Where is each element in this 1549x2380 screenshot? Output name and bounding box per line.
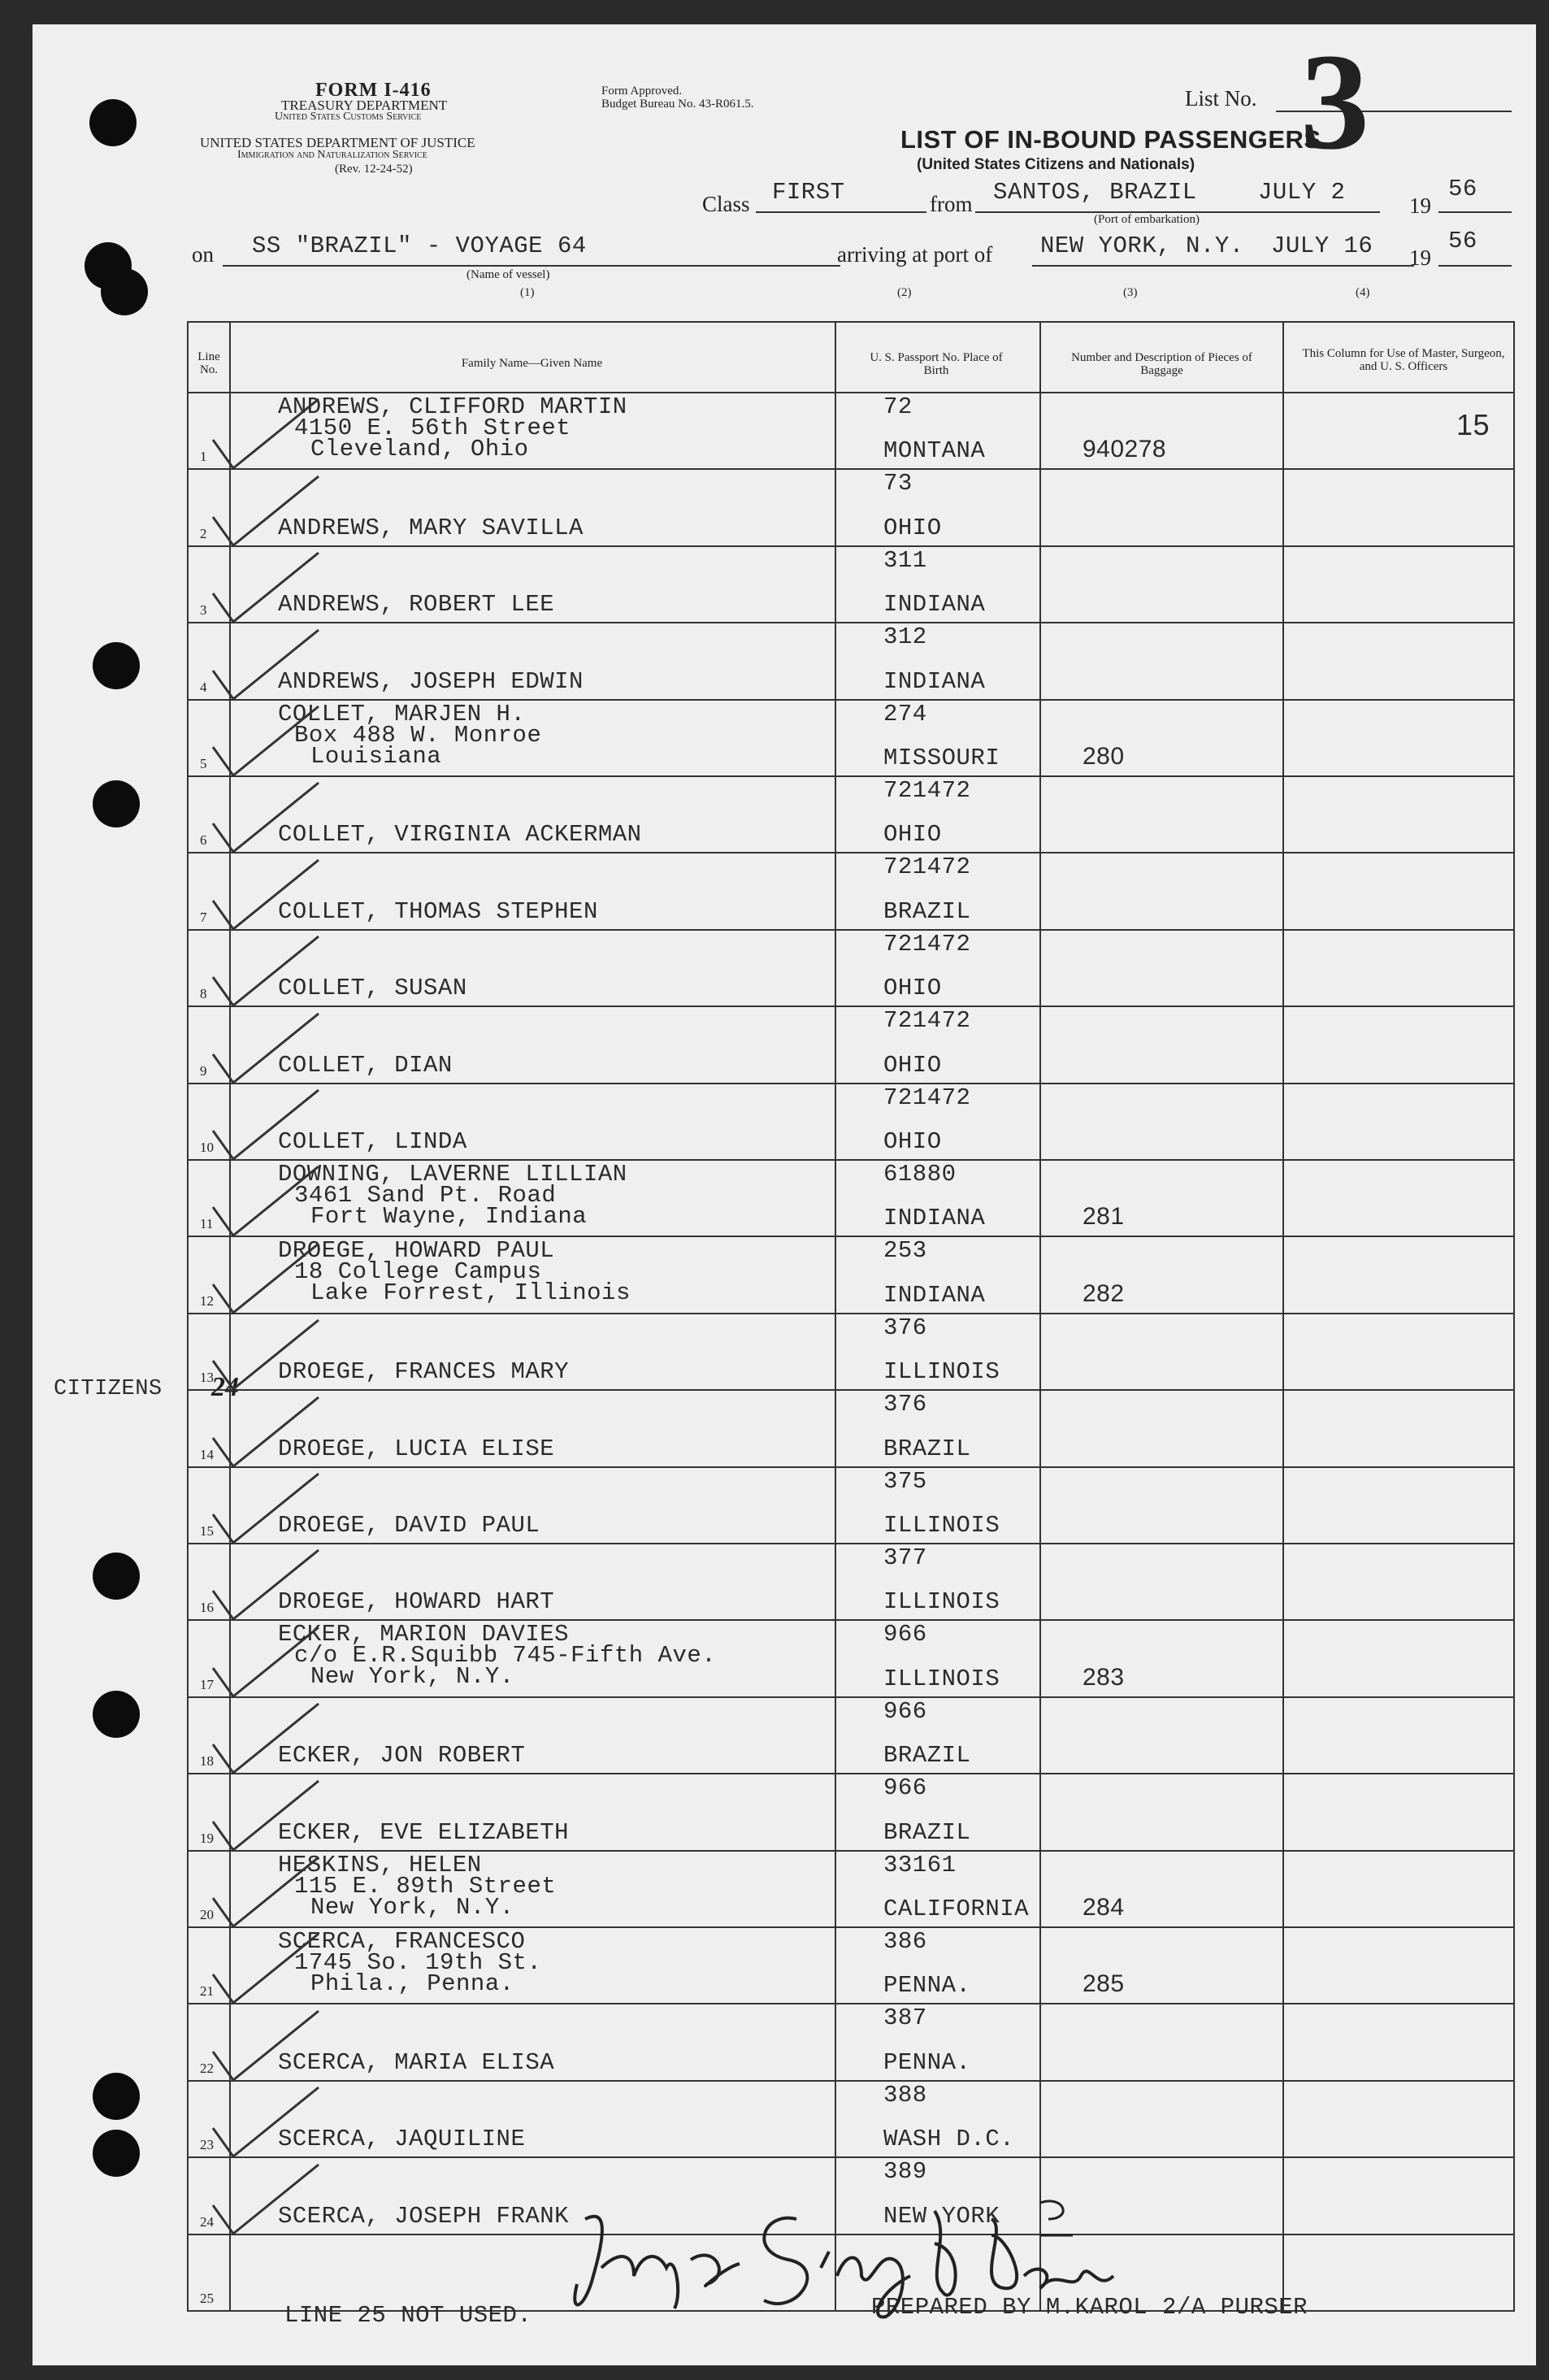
table-row <box>189 1773 1513 1849</box>
passenger-address-2: Fort Wayne, Indiana <box>310 1203 588 1230</box>
passenger-name: DROEGE, HOWARD PAUL <box>278 1237 555 1265</box>
from-label: from <box>930 192 973 216</box>
passenger-name: COLLET, DIAN <box>278 1051 453 1079</box>
citizens-label: CITIZENS <box>54 1377 163 1401</box>
manifest-page <box>33 24 1536 2365</box>
passport-number: 966 <box>883 1697 927 1725</box>
passport-number: 377 <box>883 1544 927 1571</box>
line-number: 23 <box>200 2137 214 2153</box>
passenger-name: COLLET, MARJEN H. <box>278 700 526 727</box>
inspector-signature <box>553 2187 1122 2325</box>
passenger-name: SCERCA, JOSEPH FRANK <box>278 2202 570 2230</box>
header-passport: U. S. Passport No. Place of Birth <box>870 351 1003 377</box>
line-number: 16 <box>200 1600 214 1616</box>
passenger-name: DROEGE, FRANCES MARY <box>278 1358 570 1386</box>
column-4-number: (4) <box>1356 286 1370 299</box>
place-of-birth: ILLINOIS <box>883 1511 1000 1539</box>
passport-number: 721472 <box>883 1084 971 1111</box>
binder-hole <box>93 2130 140 2177</box>
binder-hole <box>101 268 148 315</box>
passenger-address-2: Phila., Penna. <box>310 1970 514 1997</box>
passenger-address-1: 1745 So. 19th St. <box>294 1949 542 1976</box>
line-number: 25 <box>200 2290 214 2306</box>
passport-number: 389 <box>883 2158 927 2186</box>
officer-note: 15 <box>1456 408 1490 441</box>
line-number: 22 <box>200 2060 214 2076</box>
header-line-no: Line No. <box>197 350 220 376</box>
passenger-name: ANDREWS, MARY SAVILLA <box>278 514 584 541</box>
place-of-birth: BRAZIL <box>883 1435 971 1462</box>
line-number: 5 <box>200 755 207 771</box>
table-row <box>189 1926 1513 2003</box>
port-of-embarkation: SANTOS, BRAZIL <box>993 179 1197 206</box>
table-row <box>189 622 1513 698</box>
passenger-name: COLLET, THOMAS STEPHEN <box>278 897 598 925</box>
binder-hole <box>93 2073 140 2120</box>
passenger-address-1: Box 488 W. Monroe <box>294 721 542 749</box>
passenger-address-1: 3461 Sand Pt. Road <box>294 1182 557 1209</box>
place-of-birth: NEW YORK <box>883 2202 1000 2230</box>
table-row <box>189 1619 1513 1696</box>
arrival-year: 56 <box>1448 228 1477 254</box>
list-no-label: List No. <box>1185 86 1257 111</box>
place-of-birth: OHIO <box>883 821 942 849</box>
passenger-name: COLLET, SUSAN <box>278 975 467 1002</box>
budget-bureau: Budget Bureau No. 43-R061.5. <box>601 98 754 111</box>
passenger-table <box>187 321 1515 2312</box>
baggage-number: 282 <box>1083 1279 1125 1307</box>
line-number: 18 <box>200 1753 214 1770</box>
place-of-birth: OHIO <box>883 975 942 1002</box>
table-row <box>189 1466 1513 1543</box>
year-prefix-2: 19 <box>1409 245 1431 270</box>
passport-number: 376 <box>883 1391 927 1418</box>
passenger-name: SCERCA, FRANCESCO <box>278 1928 526 1955</box>
place-of-birth: CALIFORNIA <box>883 1895 1030 1922</box>
table-row <box>189 1083 1513 1159</box>
place-of-birth: BRAZIL <box>883 1818 971 1846</box>
passenger-address-2: Lake Forrest, Illinois <box>310 1279 631 1307</box>
passenger-name: ANDREWS, CLIFFORD MARTIN <box>278 393 627 420</box>
passenger-name: ECKER, EVE ELIZABETH <box>278 1818 570 1846</box>
passenger-name: COLLET, LINDA <box>278 1127 467 1155</box>
line-number: 19 <box>200 1830 214 1846</box>
passport-number: 375 <box>883 1467 927 1495</box>
table-row <box>189 2080 1513 2156</box>
passport-number: 387 <box>883 2004 927 2032</box>
port-caption: (Port of embarkation) <box>1094 213 1200 226</box>
list-subtitle: (United States Citizens and Nationals) <box>917 156 1195 173</box>
line-number: 17 <box>200 1676 214 1692</box>
header-officers: This Column for Use of Master, Surgeon, and U. S. Officers <box>1302 347 1505 373</box>
form-number: FORM I-416 <box>315 80 432 101</box>
table-row <box>189 392 1513 468</box>
vessel-caption: (Name of vessel) <box>466 268 550 281</box>
customs-service: United States Customs Service <box>275 111 422 123</box>
line-number: 14 <box>200 1446 214 1462</box>
passenger-name: DROEGE, DAVID PAUL <box>278 1511 540 1539</box>
column-2-number: (2) <box>897 286 912 299</box>
place-of-birth: WASH D.C. <box>883 2126 1015 2153</box>
passenger-name: SCERCA, JAQUILINE <box>278 2126 526 2153</box>
place-of-birth: ILLINOIS <box>883 1588 1000 1616</box>
line-number: 24 <box>200 2213 214 2230</box>
binder-hole <box>89 99 137 146</box>
place-of-birth: MISSOURI <box>883 744 1000 771</box>
form-approved: Form Approved. <box>601 85 683 98</box>
citizens-count: 24 <box>211 1372 239 1402</box>
passenger-address-1: 115 E. 89th Street <box>294 1872 557 1900</box>
place-of-birth: BRAZIL <box>883 1742 971 1770</box>
binder-hole <box>93 642 140 689</box>
passenger-name: ECKER, JON ROBERT <box>278 1742 526 1770</box>
passport-number: 966 <box>883 1774 927 1802</box>
table-row <box>189 929 1513 1005</box>
line-number: 6 <box>200 832 207 849</box>
arriving-label: arriving at port of <box>837 242 993 267</box>
passenger-address-2: New York, N.Y. <box>310 1663 514 1691</box>
place-of-birth: INDIANA <box>883 591 986 619</box>
table-row <box>189 1850 1513 1926</box>
passport-number: 721472 <box>883 1007 971 1035</box>
line-number: 1 <box>200 449 207 465</box>
list-title: LIST OF IN-BOUND PASSENGERS <box>900 125 1321 154</box>
line-number: 12 <box>200 1292 214 1309</box>
year-prefix-1: 19 <box>1409 193 1431 218</box>
list-number: 3 <box>1300 25 1369 178</box>
passport-number: 376 <box>883 1314 927 1341</box>
line-25-note: LINE 25 NOT USED. <box>284 2302 532 2329</box>
table-row <box>189 852 1513 928</box>
place-of-birth: ILLINOIS <box>883 1358 1000 1386</box>
passenger-name: DROEGE, LUCIA ELISE <box>278 1435 555 1462</box>
line-number: 10 <box>200 1139 214 1155</box>
form-revision: (Rev. 12-24-52) <box>335 163 413 176</box>
baggage-number: 940278 <box>1083 436 1167 463</box>
column-3-number: (3) <box>1123 286 1138 299</box>
binder-hole <box>93 780 140 827</box>
place-of-birth: INDIANA <box>883 1205 986 1232</box>
line-number: 21 <box>200 1983 214 2000</box>
line-number: 9 <box>200 1062 207 1079</box>
table-row <box>189 468 1513 545</box>
place-of-birth: INDIANA <box>883 667 986 695</box>
passport-number: 61880 <box>883 1161 957 1188</box>
arrival-date: JULY 16 <box>1271 232 1373 259</box>
table-row <box>189 2003 1513 2079</box>
place-of-birth: PENNA. <box>883 1972 971 2000</box>
header-name: Family Name—Given Name <box>461 357 603 370</box>
class-value: FIRST <box>772 179 845 206</box>
passport-number: 721472 <box>883 777 971 804</box>
passport-number: 388 <box>883 2081 927 2109</box>
table-row <box>189 699 1513 775</box>
baggage-number: 281 <box>1083 1203 1125 1231</box>
passenger-address-2: New York, N.Y. <box>310 1893 514 1921</box>
place-of-birth: OHIO <box>883 514 942 541</box>
line-number: 3 <box>200 602 207 619</box>
line-number: 7 <box>200 909 207 925</box>
passenger-address-2: Cleveland, Ohio <box>310 436 529 463</box>
table-row <box>189 1159 1513 1236</box>
passenger-address-1: 4150 E. 56th Street <box>294 415 571 441</box>
binder-hole <box>93 1691 140 1738</box>
passport-number: 311 <box>883 546 927 574</box>
passport-number: 386 <box>883 1928 927 1955</box>
passenger-address-1: c/o E.R.Squibb 745-Fifth Ave. <box>294 1642 717 1670</box>
passenger-name: COLLET, VIRGINIA ACKERMAN <box>278 821 642 849</box>
binder-hole <box>93 1553 140 1600</box>
passenger-name: HESKINS, HELEN <box>278 1851 482 1878</box>
header-baggage: Number and Description of Pieces of Baggage <box>1071 351 1252 377</box>
place-of-birth: OHIO <box>883 1127 942 1155</box>
table-row <box>189 1389 1513 1466</box>
line-number: 8 <box>200 986 207 1002</box>
passenger-name: ANDREWS, JOSEPH EDWIN <box>278 667 584 695</box>
line-number: 11 <box>200 1216 214 1232</box>
baggage-number: 285 <box>1083 1970 1125 1998</box>
table-row <box>189 775 1513 852</box>
place-of-birth: PENNA. <box>883 2048 971 2076</box>
table-row <box>189 1005 1513 1082</box>
line-number: 2 <box>200 525 207 541</box>
class-label: Class <box>702 192 750 216</box>
passenger-address-1: 18 College Campus <box>294 1258 542 1286</box>
passenger-name: SCERCA, MARIA ELISA <box>278 2048 555 2076</box>
embarkation-date: JULY 2 <box>1258 179 1346 206</box>
line-number: 4 <box>200 679 207 695</box>
passenger-name: DROEGE, HOWARD HART <box>278 1588 555 1616</box>
passport-number: 312 <box>883 623 927 651</box>
passport-number: 72 <box>883 393 913 420</box>
passenger-name: DOWNING, LAVERNE LILLIAN <box>278 1161 627 1188</box>
baggage-number: 280 <box>1083 742 1125 770</box>
line-number: 15 <box>200 1522 214 1539</box>
place-of-birth: BRAZIL <box>883 897 971 925</box>
baggage-number: 284 <box>1083 1893 1125 1921</box>
place-of-birth: ILLINOIS <box>883 1665 1000 1692</box>
table-row <box>189 1236 1513 1312</box>
passenger-name: ECKER, MARION DAVIES <box>278 1621 570 1648</box>
place-of-birth: INDIANA <box>883 1281 986 1309</box>
passport-number: 721472 <box>883 930 971 958</box>
vessel-name: SS "BRAZIL" - VOYAGE 64 <box>252 232 587 259</box>
ins-service: Immigration and Naturalization Service <box>237 149 427 161</box>
passport-number: 73 <box>883 470 913 497</box>
prepared-by: PREPARED BY M.KAROL 2/A PURSER <box>871 2294 1308 2321</box>
passport-number: 33161 <box>883 1851 957 1878</box>
treasury-department: TREASURY DEPARTMENT <box>281 98 448 113</box>
table-row <box>189 1696 1513 1773</box>
table-row <box>189 545 1513 622</box>
table-row <box>189 1543 1513 1619</box>
passport-number: 966 <box>883 1621 927 1648</box>
line-number: 13 <box>200 1370 214 1386</box>
passenger-address-2: Louisiana <box>310 742 442 770</box>
embarkation-year: 56 <box>1448 176 1477 202</box>
column-1-number: (1) <box>520 286 535 299</box>
place-of-birth: MONTANA <box>883 437 986 465</box>
arrival-port: NEW YORK, N.Y. <box>1040 232 1244 259</box>
passport-number: 253 <box>883 1237 927 1265</box>
on-label: on <box>192 242 214 267</box>
table-row <box>189 1313 1513 1389</box>
justice-department: UNITED STATES DEPARTMENT OF JUSTICE <box>200 135 475 150</box>
line-number: 20 <box>200 1906 214 1922</box>
passport-number: 721472 <box>883 853 971 881</box>
passenger-name: ANDREWS, ROBERT LEE <box>278 591 555 619</box>
passport-number: 274 <box>883 700 927 727</box>
baggage-number: 283 <box>1083 1663 1125 1691</box>
place-of-birth: OHIO <box>883 1051 942 1079</box>
